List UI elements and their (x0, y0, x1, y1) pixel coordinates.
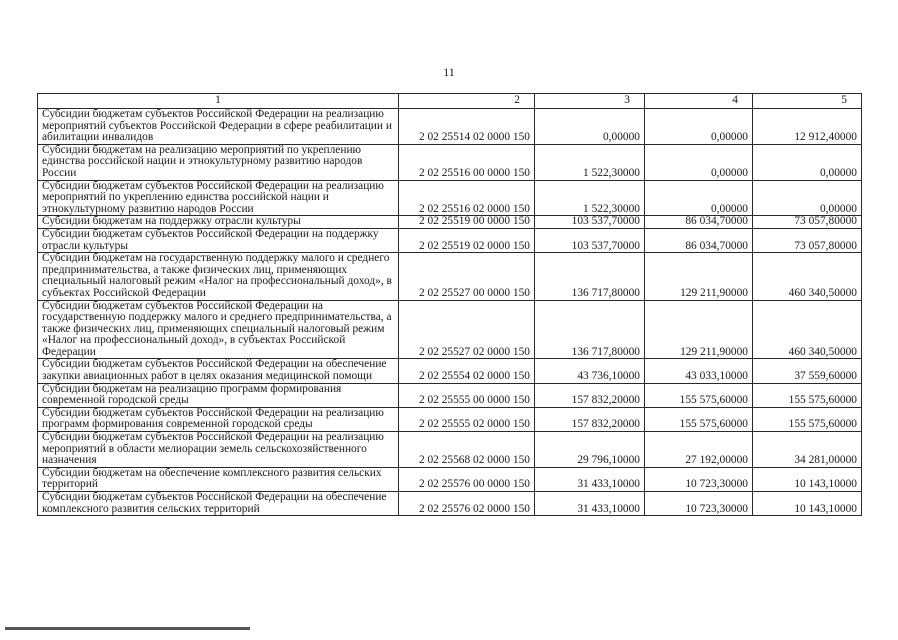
table-row (38, 492, 862, 516)
row-value-1: 31 433,10000 (535, 492, 645, 516)
row-value-3: 0,00000 (753, 144, 862, 180)
row-name: Субсидии бюджетам субъектов Российской Федерации на обеспечение закупки авиационных работ в целях оказания медицинской помощи (38, 359, 399, 383)
row-value-1: 157 832,20000 (535, 383, 645, 407)
row-value-2: 10 723,30000 (645, 492, 753, 516)
row-value-2: 86 034,70000 (645, 216, 753, 229)
row-value-3: 73 057,80000 (753, 228, 862, 252)
row-value-2: 129 211,90000 (645, 300, 753, 359)
row-value-3: 10 143,10000 (753, 492, 862, 516)
row-code: 2 02 25516 00 0000 150 (399, 144, 535, 180)
row-code: 2 02 25576 02 0000 150 (399, 492, 535, 516)
scan-edge-line (5, 627, 250, 630)
row-name: Субсидии бюджетам на государственную поддержку малого и среднего предпринимательства, а также физических лиц, применяющих специальный налоговый режим «Налог на профессиональный доход», в субъектах Российской Федерации (38, 253, 399, 300)
row-code: 2 02 25576 00 0000 150 (399, 467, 535, 491)
row-name: Субсидии бюджетам субъектов Российской Федерации на реализацию программ формирования современной городской среды (38, 407, 399, 431)
budget-table (37, 93, 862, 516)
row-code: 2 02 25555 02 0000 150 (399, 407, 535, 431)
row-code: 2 02 25554 02 0000 150 (399, 359, 535, 383)
column-header-1: 1 (38, 94, 399, 109)
column-header-2: 2 (399, 94, 535, 109)
row-name: Субсидии бюджетам на реализацию мероприятий по укреплению единства российской нации и этнокультурному развитию народов России (38, 144, 399, 180)
row-value-1: 1 522,30000 (535, 144, 645, 180)
column-header-4: 4 (645, 94, 753, 109)
row-value-1: 1 522,30000 (535, 180, 645, 216)
row-code: 2 02 25555 00 0000 150 (399, 383, 535, 407)
table-row (38, 407, 862, 431)
row-code: 2 02 25519 02 0000 150 (399, 228, 535, 252)
row-code: 2 02 25519 00 0000 150 (399, 216, 535, 229)
row-name: Субсидии бюджетам субъектов Российской Федерации на поддержку отрасли культуры (38, 228, 399, 252)
table-row (38, 228, 862, 252)
row-value-1: 103 537,70000 (535, 228, 645, 252)
row-value-2: 129 211,90000 (645, 253, 753, 300)
row-value-1: 157 832,20000 (535, 407, 645, 431)
page-number: 11 (443, 65, 455, 79)
row-value-1: 0,00000 (535, 109, 645, 145)
row-value-2: 10 723,30000 (645, 467, 753, 491)
row-value-2: 27 192,00000 (645, 432, 753, 468)
row-code: 2 02 25527 02 0000 150 (399, 300, 535, 359)
row-code: 2 02 25568 02 0000 150 (399, 432, 535, 468)
row-name: Субсидии бюджетам на обеспечение комплексного развития сельских территорий (38, 467, 399, 491)
row-value-2: 43 033,10000 (645, 359, 753, 383)
row-value-3: 34 281,00000 (753, 432, 862, 468)
column-header-5: 5 (753, 94, 862, 109)
row-value-3: 73 057,80000 (753, 216, 862, 229)
table-row (38, 144, 862, 180)
row-value-1: 136 717,80000 (535, 300, 645, 359)
table-row (38, 253, 862, 300)
table-row (38, 109, 862, 145)
row-code: 2 02 25514 02 0000 150 (399, 109, 535, 145)
row-value-2: 0,00000 (645, 109, 753, 145)
row-value-2: 0,00000 (645, 180, 753, 216)
row-value-2: 155 575,60000 (645, 383, 753, 407)
row-value-3: 155 575,60000 (753, 407, 862, 431)
row-name: Субсидии бюджетам субъектов Российской Федерации на государственную поддержку малого и среднего предпринимательства, а также физических лиц, применяющих специальный налоговый режим «Налог на профессиональный доход», в субъектах Российской Федерации (38, 300, 399, 359)
row-value-3: 10 143,10000 (753, 467, 862, 491)
row-value-2: 86 034,70000 (645, 228, 753, 252)
row-name: Субсидии бюджетам на поддержку отрасли культуры (38, 216, 399, 229)
column-header-3: 3 (535, 94, 645, 109)
table-row (38, 359, 862, 383)
row-value-1: 29 796,10000 (535, 432, 645, 468)
table-header-row (38, 94, 862, 109)
table-row (38, 432, 862, 468)
row-name: Субсидии бюджетам субъектов Российской Федерации на реализацию мероприятий в области мелиорации земель сельскохозяйственного назначения (38, 432, 399, 468)
row-name: Субсидии бюджетам субъектов Российской Федерации на реализацию мероприятий субъектов Российской Федерации в сфере реабилитации и абилитации инвалидов (38, 109, 399, 145)
row-value-1: 31 433,10000 (535, 467, 645, 491)
row-value-3: 0,00000 (753, 180, 862, 216)
row-value-1: 136 717,80000 (535, 253, 645, 300)
row-value-3: 37 559,60000 (753, 359, 862, 383)
table-row (38, 300, 862, 359)
row-value-3: 460 340,50000 (753, 300, 862, 359)
row-code: 2 02 25516 02 0000 150 (399, 180, 535, 216)
row-value-1: 43 736,10000 (535, 359, 645, 383)
table-row (38, 216, 862, 229)
row-value-1: 103 537,70000 (535, 216, 645, 229)
table-row (38, 180, 862, 216)
row-value-2: 0,00000 (645, 144, 753, 180)
row-value-3: 155 575,60000 (753, 383, 862, 407)
table-row (38, 467, 862, 491)
row-value-2: 155 575,60000 (645, 407, 753, 431)
row-code: 2 02 25527 00 0000 150 (399, 253, 535, 300)
row-name: Субсидии бюджетам субъектов Российской Федерации на обеспечение комплексного развития сельских территорий (38, 492, 399, 516)
row-value-3: 460 340,50000 (753, 253, 862, 300)
row-name: Субсидии бюджетам на реализацию программ формирования современной городской среды (38, 383, 399, 407)
table-row (38, 383, 862, 407)
row-name: Субсидии бюджетам субъектов Российской Федерации на реализацию мероприятий по укреплению единства российской нации и этнокультурному развитию народов России (38, 180, 399, 216)
row-value-3: 12 912,40000 (753, 109, 862, 145)
